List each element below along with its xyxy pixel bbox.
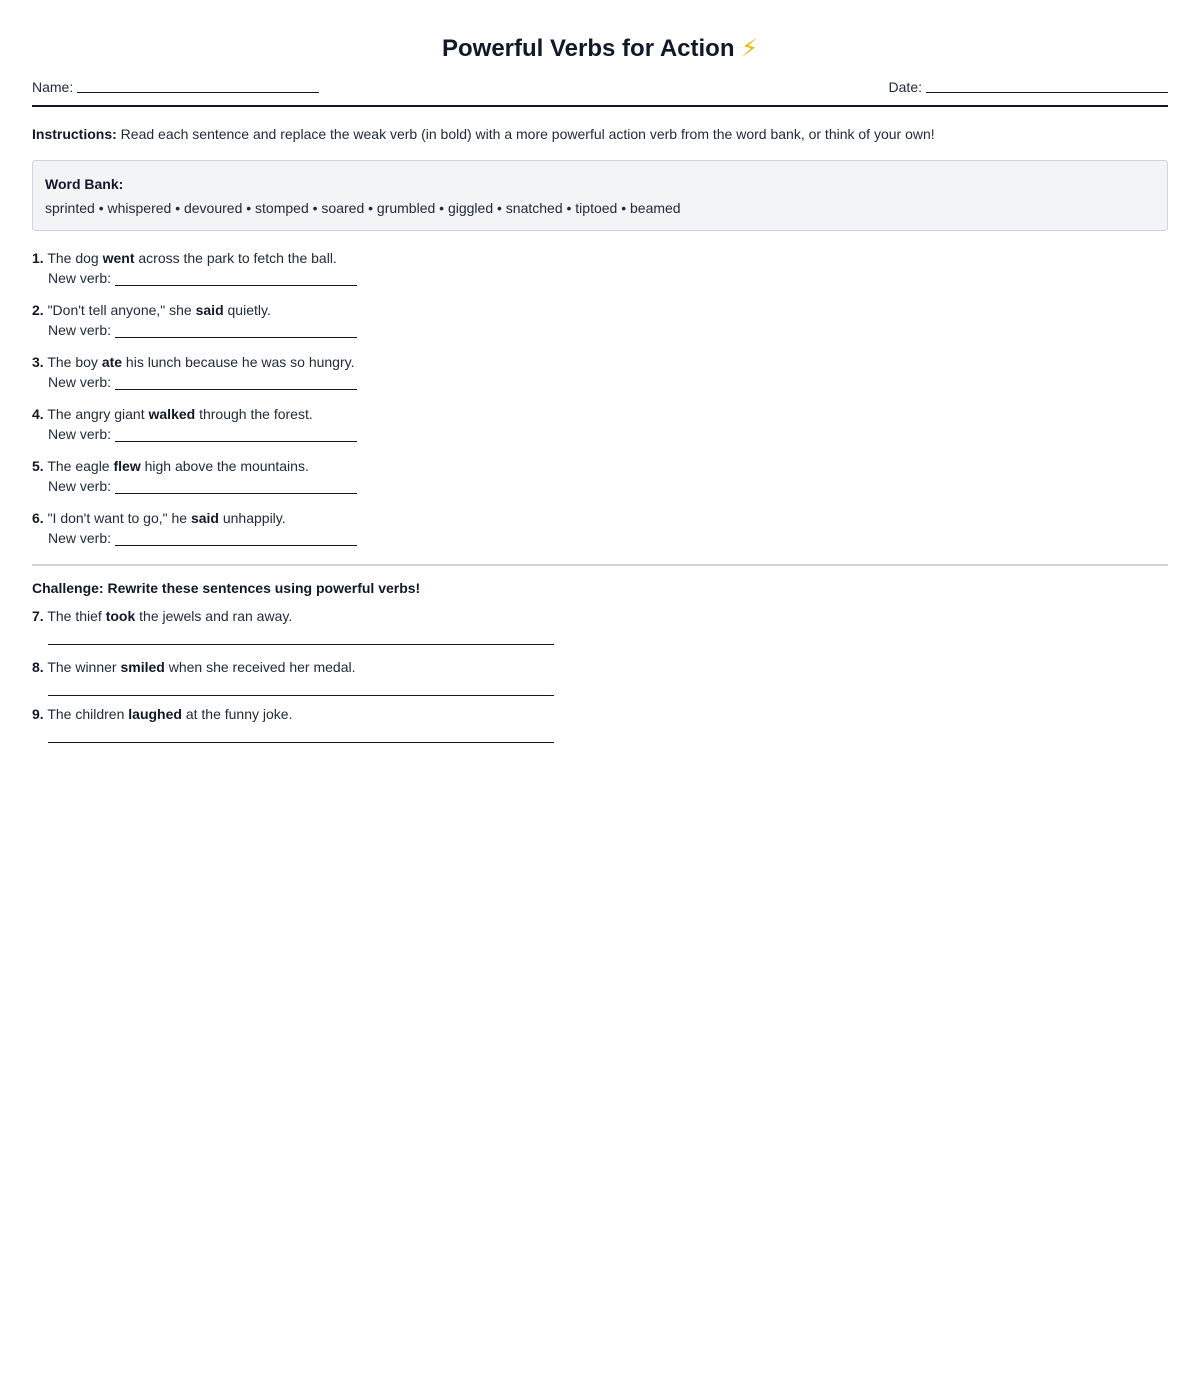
date-field[interactable] xyxy=(889,79,1168,95)
sentence-before: The children xyxy=(43,706,129,722)
sentence-before: The thief xyxy=(43,608,106,624)
sentence-after: high above the mountains. xyxy=(140,458,309,474)
answer-label: New verb: xyxy=(48,478,112,494)
rewrite-blank-line[interactable] xyxy=(48,677,554,696)
date-blank-line[interactable] xyxy=(926,78,1168,93)
exercise-item xyxy=(32,300,1168,340)
sentence-before: The dog xyxy=(43,250,103,266)
weak-verb: laughed xyxy=(128,706,182,722)
title-text: Powerful Verbs for Action xyxy=(441,35,735,62)
sentence-before: The angry giant xyxy=(43,406,149,422)
exercise-list xyxy=(32,248,1168,548)
word-bank-title: Word Bank: xyxy=(45,176,124,192)
item-number: 4. xyxy=(32,406,44,422)
date-label: Date: xyxy=(888,79,922,95)
instructions-label: Instructions: xyxy=(32,126,117,142)
challenge-item xyxy=(32,704,1168,743)
sentence-before: The boy xyxy=(43,354,102,370)
lightning-icon: ⚡ xyxy=(741,34,759,62)
weak-verb: ate xyxy=(101,354,123,370)
answer-label: New verb: xyxy=(48,270,112,286)
challenge-sentence xyxy=(32,606,1168,626)
exercise-sentence xyxy=(32,352,1168,372)
answer-row xyxy=(32,528,1168,548)
answer-label: New verb: xyxy=(48,322,112,338)
item-number: 9. xyxy=(32,706,44,722)
word-bank-box xyxy=(32,160,1168,231)
answer-row xyxy=(32,476,1168,496)
challenge-title: Challenge: Rewrite these sentences using powerful verbs! xyxy=(32,580,421,596)
challenge-section xyxy=(32,578,1168,743)
exercise-sentence xyxy=(32,248,1168,268)
page-title xyxy=(32,0,1168,63)
answer-row xyxy=(32,372,1168,392)
item-number: 8. xyxy=(32,659,44,675)
weak-verb: walked xyxy=(148,406,196,422)
sentence-after: quietly. xyxy=(223,302,271,318)
answer-label: New verb: xyxy=(48,374,112,390)
exercise-item xyxy=(32,508,1168,548)
weak-verb: went xyxy=(102,250,135,266)
exercise-sentence xyxy=(32,404,1168,424)
section-divider xyxy=(32,564,1168,566)
sentence-after: unhappily. xyxy=(218,510,286,526)
answer-blank-line[interactable] xyxy=(115,375,357,390)
exercise-sentence xyxy=(32,456,1168,476)
sentence-before: The eagle xyxy=(43,458,114,474)
instructions xyxy=(32,124,1168,144)
exercise-item xyxy=(32,248,1168,288)
sentence-after: the jewels and ran away. xyxy=(135,608,293,624)
weak-verb: took xyxy=(105,608,136,624)
sentence-before: "Don't tell anyone," she xyxy=(43,302,196,318)
sentence-after: across the park to fetch the ball. xyxy=(134,250,337,266)
item-number: 6. xyxy=(32,510,44,526)
answer-label: New verb: xyxy=(48,426,112,442)
instructions-text: Read each sentence and replace the weak verb (in bold) with a more powerful action verb from the word bank, or think of your own! xyxy=(116,126,935,142)
answer-blank-line[interactable] xyxy=(115,323,357,338)
sentence-after: through the forest. xyxy=(195,406,313,422)
challenge-item xyxy=(32,657,1168,696)
weak-verb: said xyxy=(190,510,219,526)
item-number: 3. xyxy=(32,354,44,370)
exercise-item xyxy=(32,352,1168,392)
answer-blank-line[interactable] xyxy=(115,531,357,546)
rewrite-blank-line[interactable] xyxy=(48,626,554,645)
rewrite-blank-line[interactable] xyxy=(48,724,554,743)
name-field[interactable] xyxy=(32,79,319,95)
item-number: 5. xyxy=(32,458,44,474)
answer-row xyxy=(32,268,1168,288)
weak-verb: flew xyxy=(113,458,141,474)
sentence-after: at the funny joke. xyxy=(181,706,293,722)
exercise-sentence xyxy=(32,508,1168,528)
item-number: 7. xyxy=(32,608,44,624)
answer-row xyxy=(32,320,1168,340)
name-date-header xyxy=(32,79,1168,107)
answer-label: New verb: xyxy=(48,530,112,546)
exercise-item xyxy=(32,456,1168,496)
challenge-sentence xyxy=(32,657,1168,677)
sentence-before: "I don't want to go," he xyxy=(43,510,191,526)
answer-row xyxy=(32,424,1168,444)
name-blank-line[interactable] xyxy=(77,78,319,93)
item-number: 2. xyxy=(32,302,44,318)
sentence-after: when she received her medal. xyxy=(164,659,356,675)
challenge-sentence xyxy=(32,704,1168,724)
exercise-sentence xyxy=(32,300,1168,320)
name-label: Name: xyxy=(32,79,74,95)
weak-verb: said xyxy=(195,302,224,318)
challenge-item xyxy=(32,606,1168,645)
item-number: 1. xyxy=(32,250,44,266)
word-bank-words: sprinted • whispered • devoured • stomped • soared • grumbled • giggled • snatched • tiptoed • beamed xyxy=(45,200,681,216)
exercise-item xyxy=(32,404,1168,444)
answer-blank-line[interactable] xyxy=(115,427,357,442)
answer-blank-line[interactable] xyxy=(115,271,357,286)
sentence-after: his lunch because he was so hungry. xyxy=(122,354,355,370)
sentence-before: The winner xyxy=(43,659,121,675)
answer-blank-line[interactable] xyxy=(115,479,357,494)
weak-verb: smiled xyxy=(120,659,165,675)
